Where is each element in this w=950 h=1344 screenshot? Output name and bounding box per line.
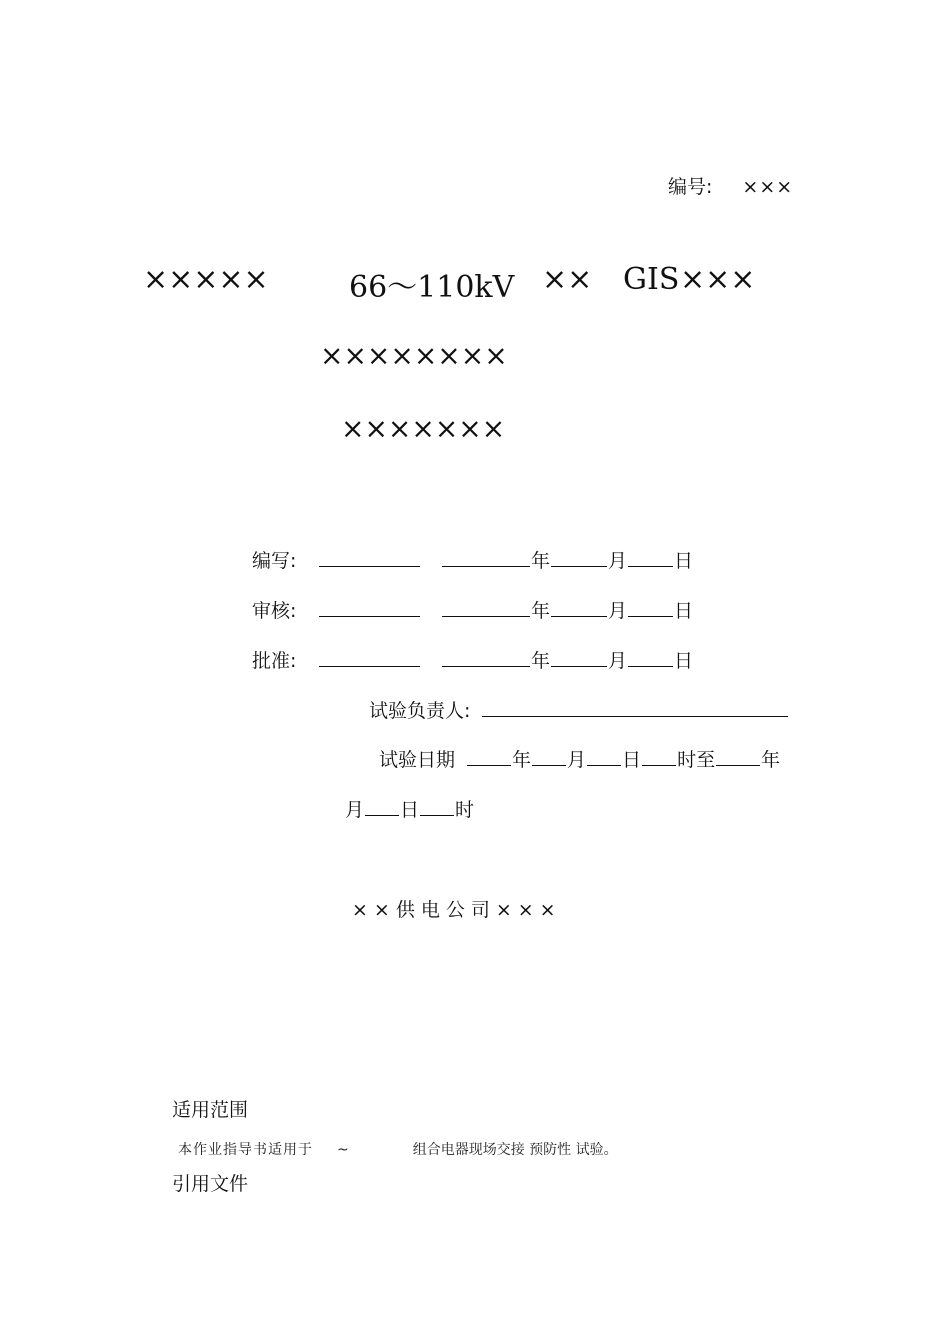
signoff-label: 审核: — [252, 600, 297, 622]
month-label: 月 — [608, 650, 628, 672]
signoff-label: 批准: — [252, 650, 297, 672]
day-label: 日 — [674, 550, 694, 572]
day-label: 日 — [622, 749, 642, 771]
test-date-row — [379, 745, 780, 772]
year-blank[interactable] — [467, 764, 511, 766]
title-gis: GIS — [623, 262, 680, 297]
document-number — [668, 172, 793, 199]
title-mid: ×× — [542, 262, 593, 297]
signature-blank[interactable] — [319, 615, 420, 617]
signoff-label: 编写: — [252, 550, 297, 572]
day-blank[interactable] — [628, 615, 673, 617]
month-label: 月 — [567, 749, 587, 771]
day-blank[interactable] — [587, 764, 621, 766]
document-number-value: ××× — [742, 176, 794, 198]
year-label: 年 — [761, 749, 781, 771]
hour-to-label: 时至 — [677, 749, 716, 771]
scope-text-a: 本作业指导书适用于 — [178, 1142, 313, 1158]
day-label: 日 — [674, 650, 694, 672]
year-blank[interactable] — [442, 665, 530, 667]
month-blank[interactable] — [532, 764, 566, 766]
month-label: 月 — [608, 600, 628, 622]
year-blank[interactable] — [442, 615, 530, 617]
hour-label: 时 — [455, 799, 475, 821]
company-name: ××供电公司××× — [352, 899, 562, 921]
signoff-row-reviewed — [252, 596, 693, 623]
title-line-3: ××××××× — [341, 412, 506, 445]
document-number-label: 编号: — [668, 176, 713, 198]
title-prefix: ××××× — [143, 262, 269, 297]
month-label: 月 — [608, 550, 628, 572]
day-label: 日 — [674, 600, 694, 622]
signoff-row-written — [252, 546, 693, 573]
year-blank[interactable] — [442, 565, 530, 567]
day-blank[interactable] — [628, 665, 673, 667]
year-label: 年 — [531, 550, 551, 572]
signature-blank[interactable] — [319, 565, 420, 567]
test-responsible-blank[interactable] — [482, 715, 788, 717]
scope-text-b: 组合电器现场交接 预防性 试验。 — [412, 1142, 618, 1158]
hour-blank[interactable] — [420, 814, 454, 816]
year-label: 年 — [531, 650, 551, 672]
year-label: 年 — [512, 749, 532, 771]
scope-tilde: ~ — [337, 1142, 349, 1158]
month-blank[interactable] — [551, 565, 607, 567]
scope-heading: 适用范围 — [172, 1099, 249, 1121]
test-responsible-label: 试验负责人: — [369, 700, 471, 722]
year-blank[interactable] — [716, 764, 760, 766]
title-voltage: 66～110kV — [349, 270, 515, 305]
test-date-row-continued — [345, 795, 474, 822]
day-blank[interactable] — [628, 565, 673, 567]
scope-text — [178, 1139, 618, 1159]
title-line-2: ×××××××× — [320, 339, 508, 372]
references-heading: 引用文件 — [172, 1173, 249, 1195]
day-blank[interactable] — [365, 814, 399, 816]
month-label: 月 — [345, 799, 365, 821]
title-suffix: ××× — [680, 262, 756, 297]
day-label: 日 — [400, 799, 420, 821]
test-date-label: 试验日期 — [379, 749, 456, 771]
year-label: 年 — [531, 600, 551, 622]
signature-blank[interactable] — [319, 665, 420, 667]
signoff-row-approved — [252, 646, 693, 673]
hour-blank[interactable] — [642, 764, 676, 766]
test-responsible-row — [369, 696, 789, 723]
month-blank[interactable] — [551, 615, 607, 617]
month-blank[interactable] — [551, 665, 607, 667]
